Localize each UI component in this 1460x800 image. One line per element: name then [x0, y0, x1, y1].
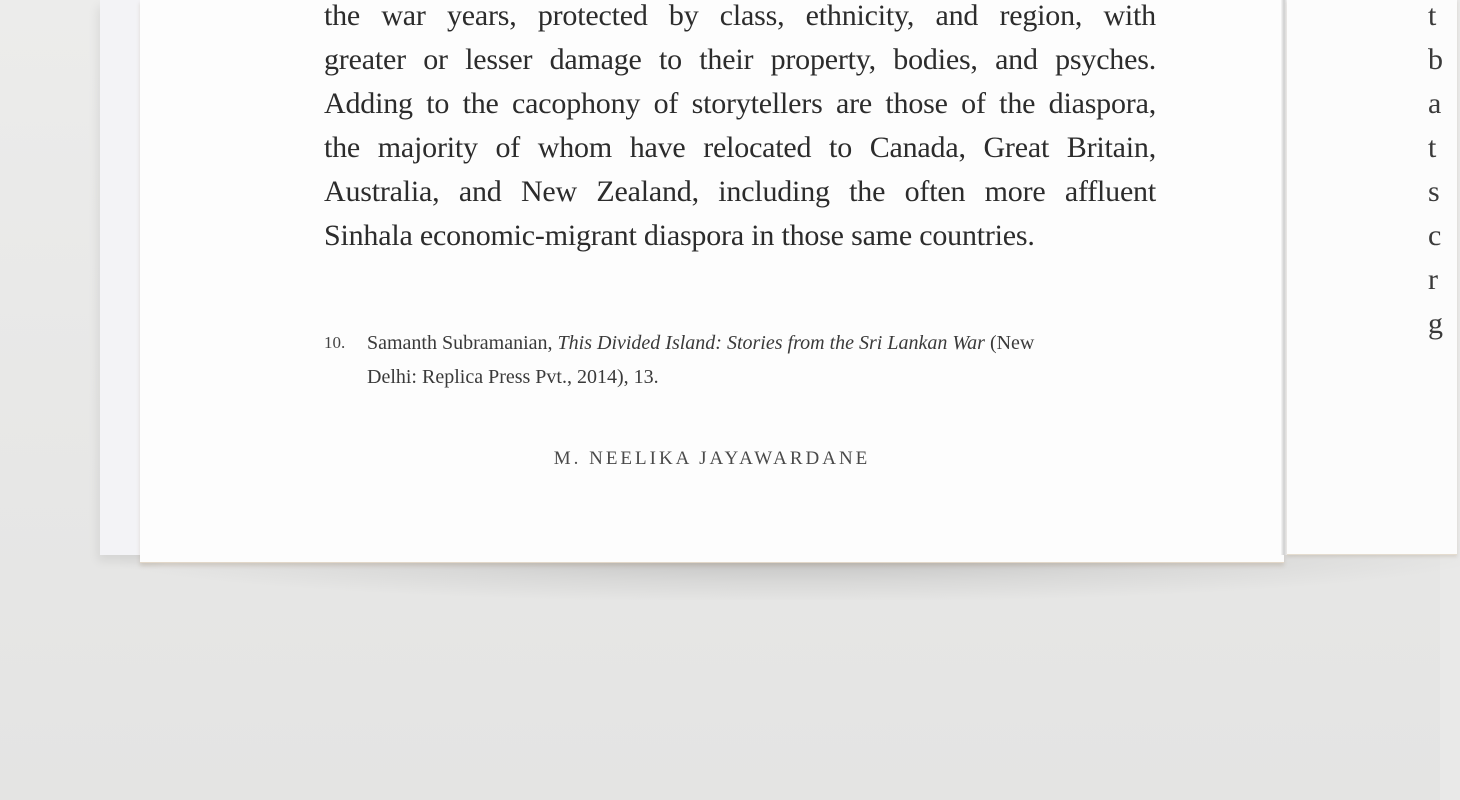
footnote-book-title: This Divided Island: Stories from the Sri Lankan War [557, 332, 985, 354]
body-line: the majority of whom have relocated to Canada, Great Britain, [324, 131, 1156, 164]
body-line: Adding to the cacophony of storytellers are those of the diaspora, [324, 87, 1156, 120]
right-page-fragment: s [1428, 175, 1440, 208]
body-paragraph [324, 0, 1156, 258]
right-page-fragment: b [1428, 43, 1443, 76]
right-page-fragment: r [1428, 263, 1438, 296]
footnote [324, 326, 1156, 394]
right-page-fragment: t [1428, 0, 1437, 32]
right-page-fragment: t [1428, 131, 1437, 164]
body-line: Sinhala economic-migrant diaspora in those same countries. [324, 219, 1035, 252]
body-line: the war years, protected by class, ethnicity, and region, with [324, 0, 1156, 32]
footnote-number: 10. [324, 333, 346, 352]
footnote-text [367, 326, 1156, 394]
right-page-text-fragments [1428, 0, 1448, 346]
running-foot-author: M. NEELIKA JAYAWARDANE [553, 448, 871, 469]
body-line: Australia, and New Zealand, including the often more affluent [324, 175, 1156, 208]
right-page-fragment: a [1428, 87, 1442, 120]
right-page-fragment: g [1428, 307, 1443, 340]
footnote-author: Samanth Subramanian, [367, 332, 558, 354]
right-page-fragment: c [1428, 219, 1442, 252]
footnote-publisher-start: (New [984, 332, 1035, 354]
footnote-publisher-end: Delhi: Replica Press Pvt., 2014), 13. [367, 366, 659, 388]
body-line: greater or lesser damage to their property, bodies, and psyches. [324, 43, 1156, 76]
